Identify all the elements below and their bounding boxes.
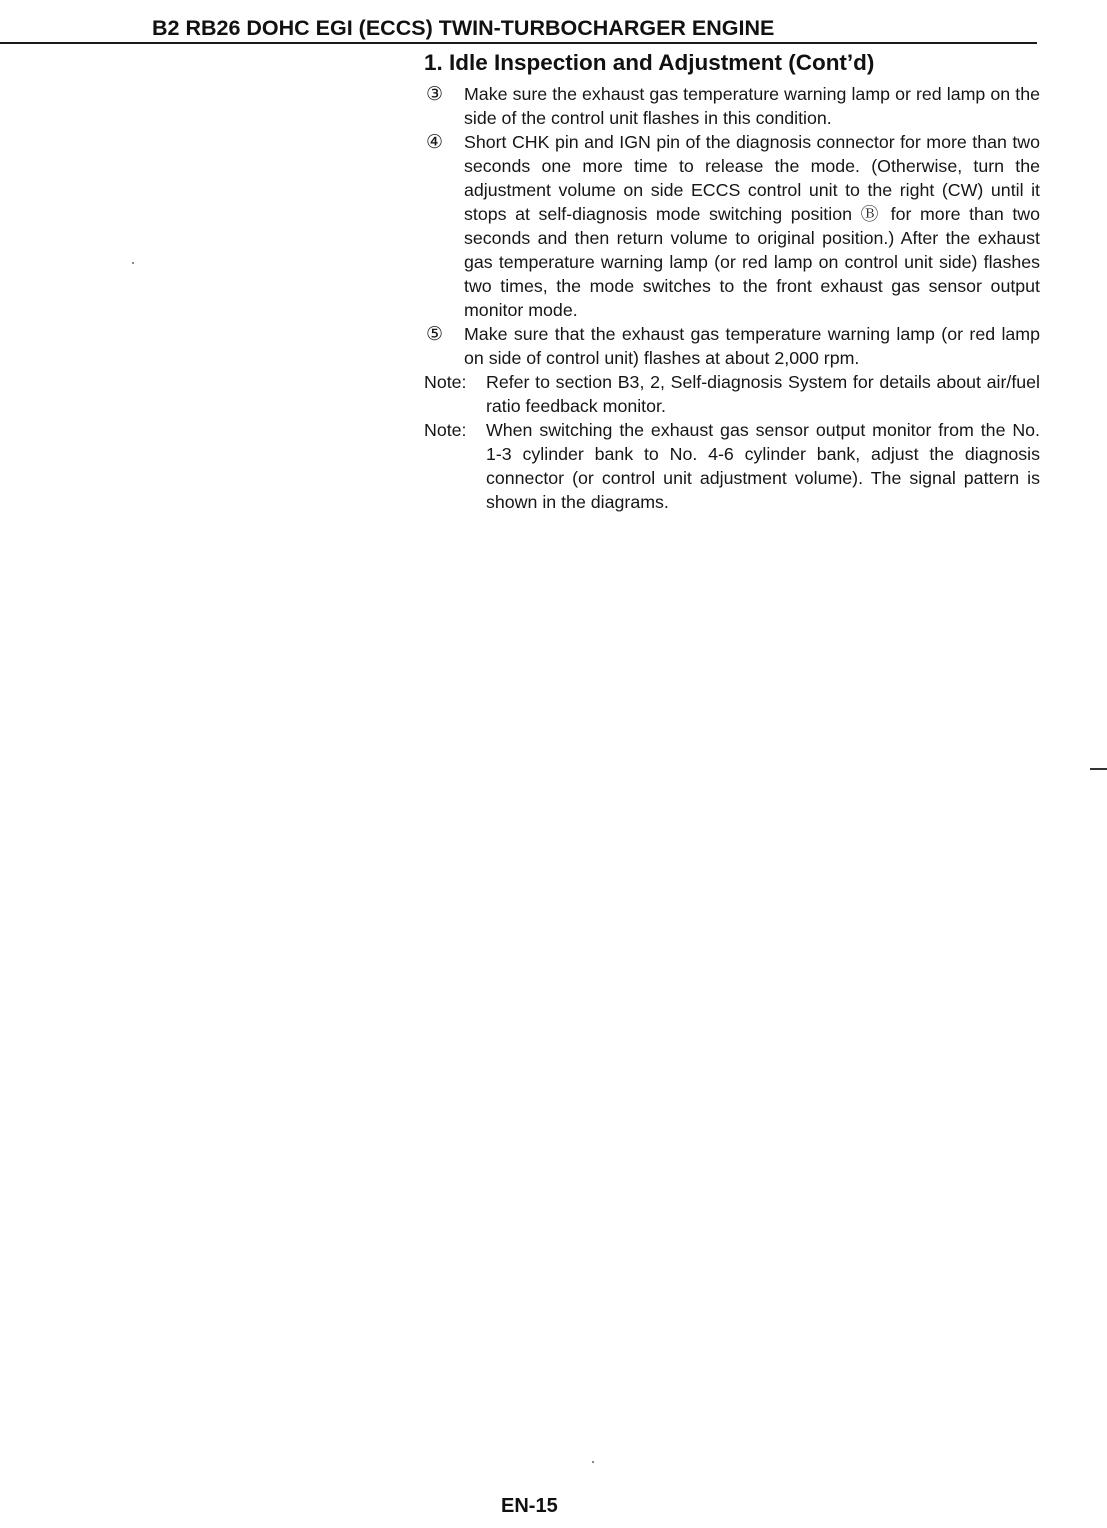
note-2-text: When switching the exhaust gas sensor output monitor from the No. 1-3 cylinder bank to No. 4-6 cylinder bank, adjust the diagnosis connector (or control unit adjustment volume). The signal pattern is shown in the diagrams. <box>486 420 1040 512</box>
step-3-marker: ③ <box>426 83 444 105</box>
section-heading: 1. Idle Inspection and Adjustment (Cont’d) <box>424 50 875 75</box>
scan-speck <box>592 1461 594 1463</box>
note-2 <box>424 418 1040 514</box>
step-3 <box>424 82 1040 130</box>
content-column <box>424 82 1040 514</box>
note-1 <box>424 370 1040 418</box>
step-4 <box>424 130 1040 322</box>
page-header-title: B2 RB26 DOHC EGI (ECCS) TWIN-TURBOCHARGER ENGINE <box>152 16 775 40</box>
step-4-text: Short CHK pin and IGN pin of the diagnosis connector for more than two seconds one more time to release the mode. (Otherwise, turn the adjustment volume on side ECCS control unit to the right (CW) until it stops at self-diagnosis mode switching position Ⓑ for more than two seconds and then return volume to original position.) After the exhaust gas temperature warning lamp (or red lamp on control unit side) flashes two times, the mode switches to the front exhaust gas sensor output monitor mode. <box>464 132 1040 320</box>
step-4-marker: ④ <box>426 131 444 153</box>
step-5-marker: ⑤ <box>426 323 444 345</box>
header-rule <box>0 42 1037 44</box>
step-3-text: Make sure the exhaust gas temperature warning lamp or red lamp on the side of the control unit flashes in this condition. <box>464 84 1040 128</box>
note-1-label: Note: <box>424 372 467 392</box>
step-5 <box>424 322 1040 370</box>
scan-speck <box>132 262 134 264</box>
margin-mark <box>1090 768 1107 770</box>
note-2-label: Note: <box>424 420 467 440</box>
note-1-text: Refer to section B3, 2, Self-diagnosis System for details about air/fuel ratio feedback monitor. <box>486 372 1040 416</box>
page-number: EN-15 <box>501 1495 558 1517</box>
step-5-text: Make sure that the exhaust gas temperature warning lamp (or red lamp on side of control unit) flashes at about 2,000 rpm. <box>464 324 1040 368</box>
